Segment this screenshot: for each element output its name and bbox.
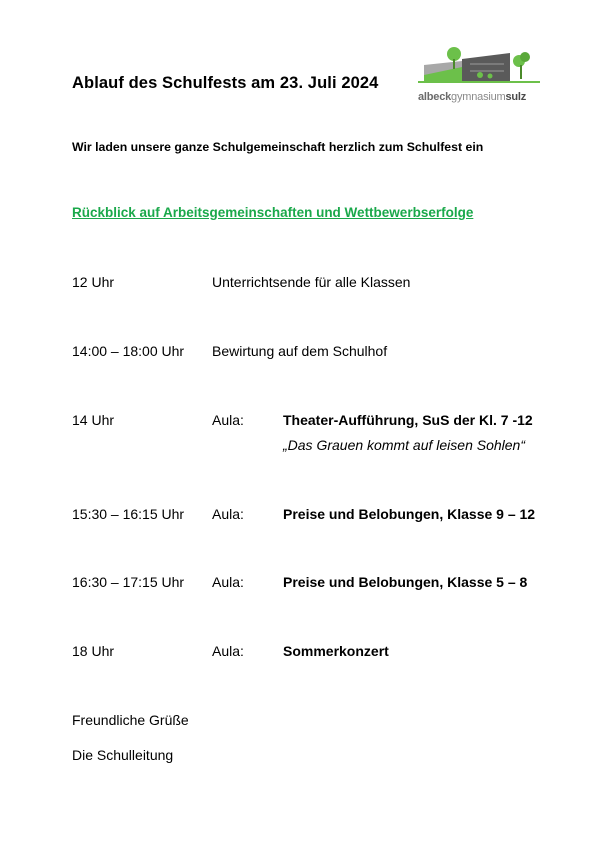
schedule-time: 14:00 – 18:00 Uhr — [72, 343, 185, 359]
schedule-description: Unterrichtsende für alle Klassen — [212, 274, 411, 290]
school-logo — [418, 45, 540, 107]
school-building-icon — [418, 45, 540, 91]
intro-text: Wir laden unsere ganze Schulgemeinschaft herzlich zum Schulfest ein — [72, 140, 484, 154]
schedule-location: Aula: — [212, 506, 244, 522]
closing-signature: Die Schulleitung — [72, 747, 174, 763]
logo-text-albeck: albeck — [418, 91, 452, 103]
play-title: „Das Grauen kommt auf leisen Sohlen“ — [283, 437, 525, 453]
schedule-row — [72, 343, 582, 363]
schedule-location: Aula: — [212, 574, 244, 590]
schedule-event: Preise und Belobungen, Klasse 9 – 12 — [283, 506, 536, 522]
schedule-event: Theater-Aufführung, SuS der Kl. 7 -12 — [283, 412, 533, 428]
logo-wordmark — [418, 91, 526, 103]
schedule-description: Bewirtung auf dem Schulhof — [212, 343, 388, 359]
schedule-location: Aula: — [212, 643, 244, 659]
schedule-time: 12 Uhr — [72, 274, 115, 290]
schedule-location: Aula: — [212, 412, 244, 428]
logo-text-sulz: sulz — [505, 91, 527, 103]
schedule-time: 18 Uhr — [72, 643, 115, 659]
schedule-row — [72, 506, 582, 526]
schedule-row — [72, 274, 582, 294]
schedule-time: 16:30 – 17:15 Uhr — [72, 574, 185, 590]
logo-text-gymnasium: gymnasium — [451, 91, 506, 103]
schedule-time: 14 Uhr — [72, 412, 115, 428]
schedule-event: Preise und Belobungen, Klasse 5 – 8 — [283, 574, 528, 590]
page-title: Ablauf des Schulfests am 23. Juli 2024 — [72, 74, 379, 92]
schedule-row — [72, 412, 582, 432]
review-link[interactable]: Rückblick auf Arbeitsgemeinschaften und Wettbewerbserfolge — [72, 205, 474, 220]
closing-greeting: Freundliche Grüße — [72, 712, 189, 728]
schedule-time: 15:30 – 16:15 Uhr — [72, 506, 185, 522]
schedule-event: Sommerkonzert — [283, 643, 389, 659]
schedule-row — [72, 643, 582, 663]
schedule-row — [72, 574, 582, 594]
